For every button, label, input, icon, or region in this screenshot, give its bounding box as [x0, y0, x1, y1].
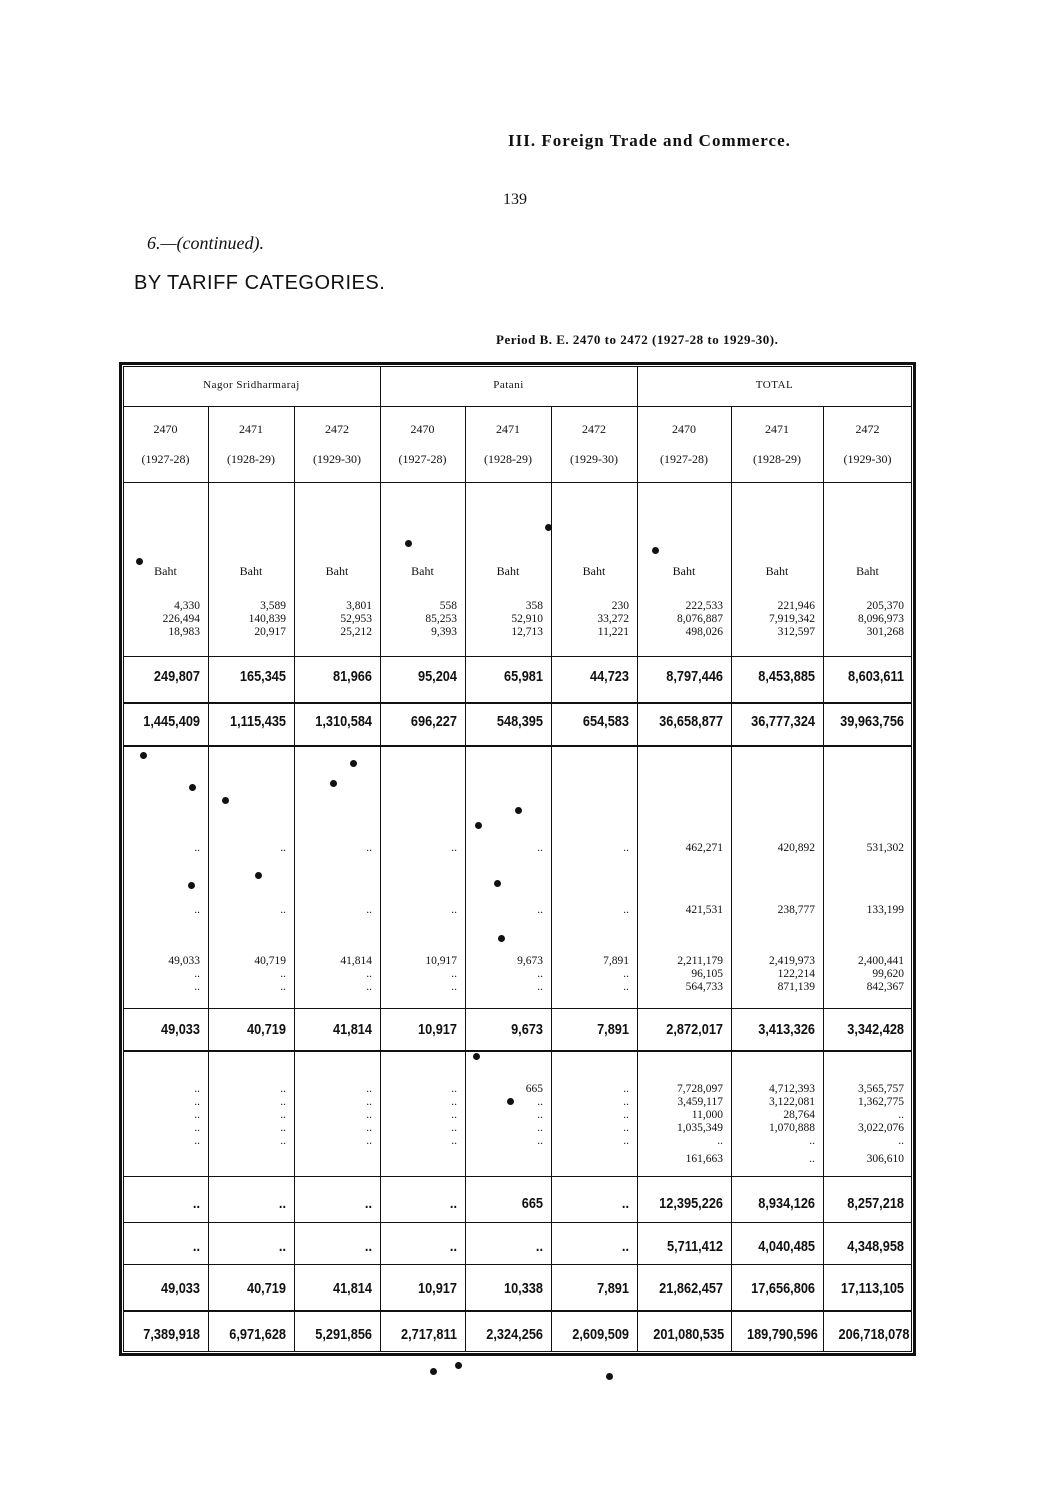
year-range: (1929-30) [843, 452, 892, 466]
year-header: 2471 [496, 422, 520, 436]
subtotal3-cell: 8,257,218 [847, 1195, 904, 1212]
grandtotal-cell: 206,718,078 [838, 1326, 910, 1343]
grandtotal1-cell: 654,583 [582, 713, 629, 730]
column-divider [731, 406, 732, 1352]
print-speck [455, 1362, 462, 1369]
subtotal1-cell: 165,345 [239, 668, 286, 685]
block2b-cell: 421,531 [685, 904, 723, 916]
subtotal1-cell: 95,204 [417, 668, 457, 685]
print-speck [507, 1098, 514, 1105]
unit-label: Baht [856, 564, 879, 578]
block1-cell: 230 33,272 11,221 [597, 600, 629, 638]
group-header: Patani [493, 379, 524, 391]
column-divider [465, 406, 466, 1352]
unit-label: Baht [239, 564, 263, 578]
subtotal1-cell: 44,723 [589, 668, 629, 685]
year-header: 2470 [410, 422, 435, 436]
print-speck [188, 882, 195, 889]
row5-cell: 41,814 [332, 1280, 372, 1297]
year-range: (1929-30) [570, 452, 618, 466]
subtotal1-cell: 65,981 [503, 668, 543, 685]
grandtotal-cell: 6,971,628 [229, 1326, 286, 1343]
block2b-cell: 133,199 [866, 904, 904, 916]
unit-label: Baht [582, 564, 606, 578]
block3-cell: 4,712,393 3,122,081 28,764 1,070,888 .. [769, 1083, 815, 1147]
row-divider [123, 656, 912, 657]
subtotal3-cell: .. [364, 1195, 372, 1212]
block2a-cell: 462,271 [685, 842, 723, 854]
row-divider [123, 482, 912, 483]
continued-caption: 6.—(continued). [147, 233, 264, 253]
print-speck [350, 760, 357, 767]
block3-cell: .. .. .. .. .. [366, 1083, 372, 1147]
unit-label: Baht [154, 564, 177, 578]
print-speck [222, 797, 229, 804]
block1-cell: 558 85,253 9,393 [425, 600, 457, 638]
row5-cell: 10,917 [417, 1280, 457, 1297]
print-speck [330, 780, 337, 787]
block3last-cell: 161,663 [685, 1153, 723, 1165]
block1-cell: 222,533 8,076,887 498,026 [677, 600, 723, 638]
row4-cell: .. [621, 1238, 629, 1255]
row4-cell: 5,711,412 [666, 1238, 723, 1255]
grandtotal-cell: 201,080,535 [653, 1326, 725, 1343]
grandtotal1-cell: 1,310,584 [315, 713, 372, 730]
grandtotal1-cell: 36,777,324 [751, 713, 815, 730]
year-header: 2471 [765, 422, 789, 436]
year-range: (1927-28) [398, 452, 447, 466]
subtotal1-cell: 8,453,885 [758, 668, 815, 685]
block1-cell: 205,370 8,096,973 301,268 [858, 600, 904, 638]
subtotal3-cell: 8,934,126 [758, 1195, 815, 1212]
grandtotal1-cell: 1,445,409 [143, 713, 200, 730]
group-header: TOTAL [755, 379, 794, 391]
print-speck [515, 807, 522, 814]
row5-cell: 10,338 [503, 1280, 543, 1297]
year-range: (1928-29) [484, 452, 532, 466]
block2c-cell: 7,891 .. .. [603, 955, 629, 993]
year-header: 2472 [855, 422, 880, 436]
year-range: (1928-29) [227, 452, 275, 466]
subtotal2-cell: 41,814 [332, 1021, 372, 1038]
column-divider [208, 406, 209, 1352]
period-caption: Period B. E. 2470 to 2472 (1927-28 to 1929-30). [496, 332, 779, 347]
subtotal3-cell: .. [278, 1195, 286, 1212]
grandtotal-cell: 2,324,256 [486, 1326, 543, 1343]
group-divider [380, 366, 381, 1352]
column-divider [823, 406, 824, 1352]
print-speck [136, 558, 143, 565]
block1-cell: 3,589 140,839 20,917 [248, 600, 286, 638]
block2b-cell: .. [194, 904, 200, 916]
column-divider [551, 406, 552, 1352]
block1-cell: 358 52,910 12,713 [511, 600, 543, 638]
row4-cell: .. [192, 1238, 200, 1255]
year-range: (1927-28) [660, 452, 708, 466]
block3-cell: 3,565,757 1,362,775 .. 3,022,076 .. [858, 1083, 904, 1147]
row5-cell: 49,033 [160, 1280, 200, 1297]
block2a-cell: 531,302 [866, 842, 904, 854]
print-speck [255, 872, 262, 879]
block3-cell: .. .. .. .. .. [280, 1083, 286, 1147]
grandtotal1-cell: 39,963,756 [840, 713, 904, 730]
row5-cell: 40,719 [246, 1280, 286, 1297]
block2c-cell: 2,419,973 122,214 871,139 [769, 955, 815, 993]
row-divider [123, 745, 912, 747]
subtotal1-cell: 8,797,446 [666, 668, 723, 685]
block3last-cell: .. [809, 1153, 815, 1165]
block2c-cell: 10,917 .. .. [425, 955, 457, 993]
row-divider [123, 1176, 912, 1177]
subtotal3-cell: 12,395,226 [659, 1195, 723, 1212]
row-divider [123, 406, 912, 407]
print-speck [405, 540, 412, 547]
row5-cell: 17,656,806 [751, 1280, 815, 1297]
year-header: 2472 [582, 422, 606, 436]
print-speck [475, 822, 482, 829]
row4-cell: .. [278, 1238, 286, 1255]
block3-cell: .. .. .. .. .. [451, 1083, 457, 1147]
block2b-cell: .. [623, 904, 629, 916]
row-divider [123, 1310, 912, 1312]
block2c-cell: 49,033 .. .. [168, 955, 200, 993]
block2a-cell: .. [194, 842, 200, 854]
print-speck [430, 1368, 437, 1375]
subtotal1-cell: 249,807 [153, 668, 200, 685]
block1-cell: 221,946 7,919,342 312,597 [769, 600, 815, 638]
print-speck [652, 547, 659, 554]
block2a-cell: .. [537, 842, 543, 854]
year-header: 2470 [153, 422, 178, 436]
grandtotal-cell: 189,790,596 [747, 1326, 818, 1343]
subtotal3-cell: .. [449, 1195, 457, 1212]
year-header: 2472 [325, 422, 349, 436]
unit-label: Baht [765, 564, 789, 578]
table-title: BY TARIFF CATEGORIES. [134, 272, 386, 294]
subtotal2-cell: 3,342,428 [847, 1021, 904, 1038]
print-speck [498, 935, 505, 942]
block2a-cell: .. [280, 842, 286, 854]
print-speck [189, 784, 196, 791]
year-header: 2470 [672, 422, 696, 436]
block3-cell: 7,728,097 3,459,117 11,000 1,035,349 .. [677, 1083, 723, 1147]
subtotal1-cell: 8,603,611 [847, 668, 904, 685]
grandtotal-cell: 2,717,811 [400, 1326, 457, 1343]
block2b-cell: .. [451, 904, 457, 916]
block2c-cell: 2,211,179 96,105 564,733 [677, 955, 723, 993]
page-number: 139 [503, 191, 527, 208]
block2c-cell: 9,673 .. .. [517, 955, 543, 993]
subtotal2-cell: 40,719 [246, 1021, 286, 1038]
unit-label: Baht [496, 564, 520, 578]
grandtotal1-cell: 36,658,877 [659, 713, 723, 730]
block2a-cell: .. [451, 842, 457, 854]
block2b-cell: .. [537, 904, 543, 916]
subtotal2-cell: 10,917 [417, 1021, 457, 1038]
row5-cell: 17,113,105 [840, 1280, 904, 1297]
subtotal3-cell: .. [621, 1195, 629, 1212]
subtotal2-cell: 3,413,326 [758, 1021, 815, 1038]
block2c-cell: 41,814 .. .. [340, 955, 372, 993]
row4-cell: .. [449, 1238, 457, 1255]
subtotal2-cell: 9,673 [511, 1021, 543, 1038]
row4-cell: .. [535, 1238, 543, 1255]
grandtotal-cell: 7,389,918 [143, 1326, 200, 1343]
block3-cell: .. .. .. .. .. [623, 1083, 629, 1147]
block3-cell: .. .. .. .. .. [194, 1083, 200, 1147]
group-header: Nagor Sridharmaraj [203, 379, 300, 391]
subtotal3-cell: 665 [521, 1195, 543, 1212]
block1-cell: 4,330 226,494 18,983 [162, 600, 200, 638]
unit-label: Baht [325, 564, 349, 578]
group-divider [637, 366, 638, 1352]
year-range: (1929-30) [313, 452, 361, 466]
subtotal3-cell: .. [192, 1195, 200, 1212]
subtotal2-cell: 49,033 [160, 1021, 200, 1038]
column-divider [294, 406, 295, 1352]
unit-label: Baht [672, 564, 696, 578]
print-speck [140, 752, 147, 759]
block1-cell: 3,801 52,953 25,212 [340, 600, 372, 638]
block2a-cell: .. [623, 842, 629, 854]
row4-cell: 4,040,485 [758, 1238, 815, 1255]
block2a-cell: .. [366, 842, 372, 854]
grandtotal-cell: 5,291,856 [315, 1326, 372, 1343]
print-speck [494, 880, 501, 887]
year-range: (1928-29) [753, 452, 801, 466]
block2c-cell: 40,719 .. .. [254, 955, 286, 993]
grandtotal1-cell: 1,115,435 [229, 713, 286, 730]
year-header: 2471 [239, 422, 263, 436]
row4-cell: .. [364, 1238, 372, 1255]
grandtotal1-cell: 548,395 [496, 713, 543, 730]
row4-cell: 4,348,958 [847, 1238, 904, 1255]
row-divider [123, 1008, 912, 1009]
block3-cell: 665 .. .. .. .. [525, 1083, 543, 1147]
row-divider [123, 1050, 912, 1052]
block2b-cell: .. [366, 904, 372, 916]
block2c-cell: 2,400,441 99,620 842,367 [858, 955, 904, 993]
subtotal1-cell: 81,966 [332, 668, 372, 685]
grandtotal-cell: 2,609,509 [572, 1326, 629, 1343]
block2b-cell: 238,777 [777, 904, 815, 916]
subtotal2-cell: 7,891 [597, 1021, 629, 1038]
row-divider [123, 1222, 912, 1223]
print-speck [473, 1053, 480, 1060]
subtotal2-cell: 2,872,017 [666, 1021, 723, 1038]
grandtotal1-cell: 696,227 [410, 713, 457, 730]
row-divider [123, 702, 912, 704]
print-speck [606, 1373, 613, 1380]
print-speck [545, 524, 552, 531]
block3last-cell: 306,610 [866, 1153, 904, 1165]
block2a-cell: 420,892 [777, 842, 815, 854]
section-heading: III. Foreign Trade and Commerce. [508, 131, 791, 150]
unit-label: Baht [411, 564, 434, 578]
row5-cell: 7,891 [597, 1280, 629, 1297]
block2b-cell: .. [280, 904, 286, 916]
row5-cell: 21,862,457 [659, 1280, 723, 1297]
row-divider [123, 1264, 912, 1265]
year-range: (1927-28) [141, 452, 190, 466]
